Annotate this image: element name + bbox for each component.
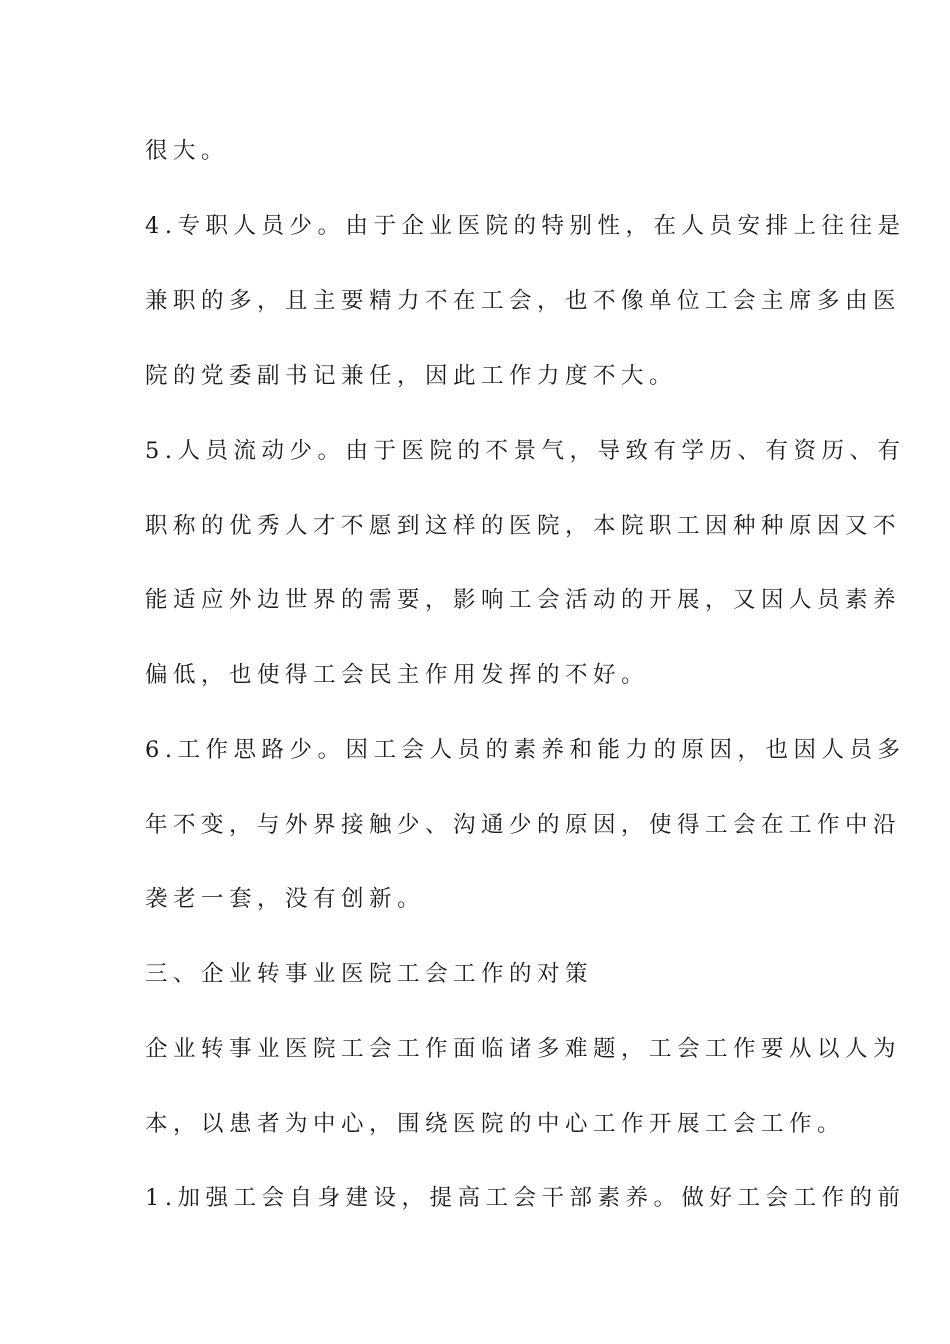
- text-line: 5.人员流动少。由于医院的不景气，导致有学历、有资历、有: [145, 438, 906, 464]
- text-line: 年不变，与外界接触少、沟通少的原因，使得工会在工作中沿: [145, 812, 902, 838]
- text-line: 偏低，也使得工会民主作用发挥的不好。: [145, 662, 650, 688]
- text-line: 6.工作思路少。因工会人员的素养和能力的原因，也因人员多: [145, 737, 906, 763]
- section-heading: 三、企业转事业医院工会工作的对策: [145, 961, 594, 987]
- text-line: 职称的优秀人才不愿到这样的医院，本院职工因种种原因又不: [145, 513, 902, 539]
- text-line: 能适应外边世界的需要，影响工会活动的开展，又因人员素养: [145, 587, 902, 613]
- text-line: 1.加强工会自身建设，提高工会干部素养。做好工会工作的前: [145, 1185, 906, 1211]
- text-line: 本，以患者为中心，围绕医院的中心工作开展工会工作。: [145, 1111, 846, 1137]
- text-line: 兼职的多，且主要精力不在工会，也不像单位工会主席多由医: [145, 288, 902, 314]
- text-line: 4.专职人员少。由于企业医院的特别性，在人员安排上往往是: [145, 213, 906, 239]
- text-line: 袭老一套，没有创新。: [145, 886, 426, 912]
- text-line: 很大。: [145, 138, 230, 164]
- text-line: 院的党委副书记兼任，因此工作力度不大。: [145, 363, 678, 389]
- text-line: 企业转事业医院工会工作面临诸多难题，工会工作要从以人为: [145, 1036, 902, 1062]
